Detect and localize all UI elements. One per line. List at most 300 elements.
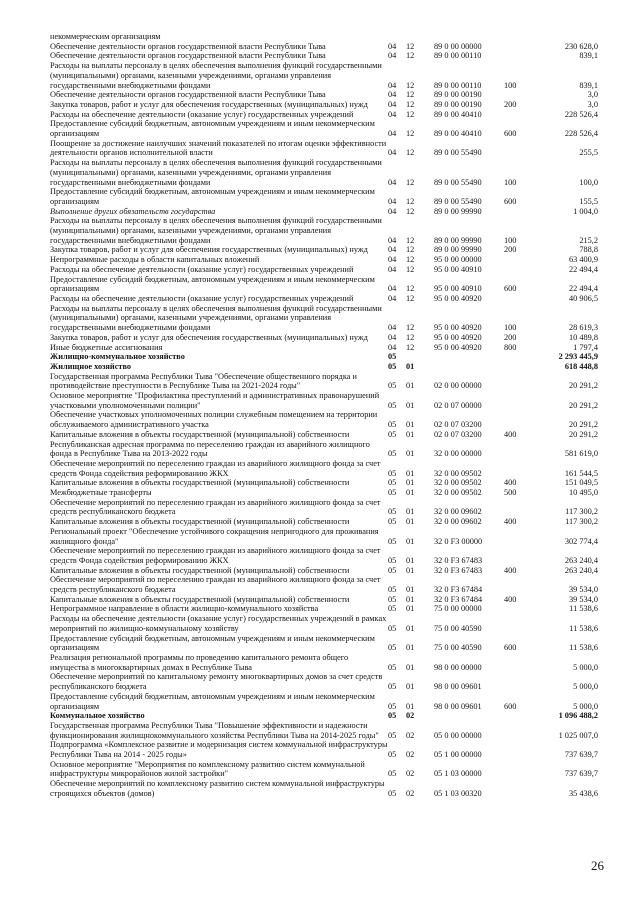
row-expense-type [504,255,534,265]
row-target-article: 05 1 03 00320 [434,788,482,798]
row-name: Государственная программа Республики Тыва "Повышение эффективности и надежности функционирования жилищнокоммунального хозяйства Республики Тыва на 2014-2025 годы" [50,720,379,740]
row-name: Расходы на выплаты персоналу в целях обеспечения выполнения функций государственными (муниципальными) органами, казенными учреждениями, органами управления государственными внебюджетными фондами [50,61,382,90]
row-subsection: 01 [406,488,415,498]
row-subsection: 01 [406,429,415,439]
table-row [50,478,598,488]
row-subsection: 12 [406,41,415,51]
table-row [50,61,598,90]
row-target-article [434,362,504,372]
row-name: Непрограммное направление в области жилищно-коммунального хозяйства [50,604,319,614]
row-name: Подпрограмма «Комплексное развитие и модернизация систем коммунальной инфраструктуры Республики Тыва на 2014 - 2025 годы» [50,740,388,760]
row-section: 05 [388,662,397,672]
row-subsection: 12 [406,293,415,303]
row-amount: 20 291,2 [568,429,598,439]
row-subsection: 12 [406,80,415,90]
table-row [50,546,598,565]
table-row [50,158,598,187]
table-row [50,634,598,653]
row-name: Непрограммные расходы в области капитальных вложений [50,255,260,265]
row-expense-type: 400 [504,594,517,604]
row-target-article: 95 0 00 40920 [434,332,482,342]
row-subsection: 01 [406,468,415,478]
row-amount: 11 538,6 [569,643,598,653]
row-name: Обеспечение участковых уполномоченных полиции служебным помещением на территории обслуживаемого административного участка [50,410,378,430]
row-subsection: 12 [406,196,415,206]
table-row [50,343,598,353]
row-amount: 788,8 [579,245,598,255]
row-expense-type [504,294,534,304]
row-section: 04 [388,264,397,274]
row-name: Расходы на выплаты персоналу в целях обеспечения выполнения функций государственными (муниципальными) органами, казенными учреждениями, органами управления государственными внебюджетными фондами [50,158,382,187]
table-row [50,139,598,158]
row-target-article: 95 0 00 40910 [434,284,482,294]
table-row [50,372,598,391]
row-target-article: 89 0 00 99990 [434,235,482,245]
row-expense-type [504,779,534,798]
row-section: 04 [388,148,397,158]
row-name: Закупка товаров, работ и услуг для обеспечения государственных (муниципальных) нужд [50,245,368,255]
row-amount: 39 534,0 [568,594,598,604]
row-amount: 581 619,0 [564,449,598,459]
row-section: 04 [388,51,397,61]
row-subsection: 12 [406,177,415,187]
row-target-article: 05 1 03 00000 [434,769,482,779]
row-subsection: 01 [406,536,415,546]
row-amount [534,32,598,42]
table-row [50,245,598,255]
row-name: Предоставление субсидий бюджетным, автономным учреждениям и иным некоммерческим организациям [50,187,375,206]
row-section: 05 [388,381,397,391]
table-row [50,595,598,605]
row-expense-type [504,352,534,362]
row-expense-type [504,672,534,691]
row-target-article: 75 0 00 40590 [434,623,482,633]
row-section: 04 [388,99,397,109]
row-section: 05 [388,604,397,614]
row-name: Основное мероприятие "Профилактика преступлений и административных правонарушений участковыми уполномоченными полиции" [50,391,380,410]
row-subsection: 02 [406,750,415,760]
row-expense-type [504,604,534,614]
row-amount: 63 400,9 [568,255,598,265]
row-expense-type: 200 [504,332,517,342]
row-expense-type: 400 [504,429,517,439]
table-row [50,604,598,614]
row-subsection: 12 [406,235,415,245]
row-section: 04 [388,235,397,245]
row-amount: 1 096 488,2 [558,711,598,721]
row-name: Расходы на обеспечение деятельности (оказание услуг) государственных учреждений в рамках мероприятий по жилищно-коммунальному хозяйству [50,614,387,633]
row-expense-type: 200 [504,99,517,109]
row-section: 05 [388,361,397,371]
row-expense-type: 600 [504,129,517,139]
row-section: 05 [388,682,397,692]
row-subsection: 01 [406,682,415,692]
row-amount: 230 628,0 [564,41,598,51]
row-name: Жилищное хозяйство [50,361,132,371]
row-section: 04 [388,41,397,51]
row-expense-type [504,527,534,546]
row-name: Обеспечение мероприятий по переселению граждан из аварийного жилищного фонда за счет средств Фонда содействия реформированию ЖКХ [50,458,381,478]
row-name: некоммерческим организациям [50,32,161,41]
row-target-article: 95 0 00 40920 [434,342,482,352]
row-section: 05 [388,429,397,439]
row-amount: 263 240,4 [564,555,598,565]
row-name: Обеспечение мероприятий по комплексному развитию систем коммунальной инфраструктуры строящихся объектов (домов) [50,779,385,798]
row-target-article: 89 0 00 99990 [434,206,482,216]
row-expense-type [504,721,534,740]
table-row [50,352,598,362]
row-name: Капитальные вложения в объекты государственной (муниципальной) собственности [50,478,350,488]
row-name: Предоставление субсидий бюджетным, автономным учреждениям и иным некоммерческим организациям [50,633,375,653]
row-amount: 161 544,5 [564,468,598,478]
row-name: Выполнение других обязательств государства [50,206,216,216]
row-name: Капитальные вложения в объекты государственной (муниципальной) собственности [50,429,350,439]
row-amount: 215,2 [579,235,598,245]
row-section: 05 [388,478,397,488]
table-row [50,575,598,594]
row-section: 05 [388,420,397,430]
row-name: Региональный проект "Обеспечение устойчивого сокращения непригодного для проживания жилищного фонда" [50,526,379,546]
row-name: Капитальные вложения в объекты государственной (муниципальной) собственности [50,517,350,527]
row-section: 05 [388,352,397,362]
row-amount: 20 291,2 [568,400,598,410]
table-row [50,410,598,429]
row-section: 05 [388,565,397,575]
row-section: 05 [388,623,397,633]
row-name: Закупка товаров, работ и услуг для обеспечения государственных (муниципальных) нужд [50,332,368,342]
row-target-article: 32 0 F3 67483 [434,565,483,575]
row-name: Обеспечение мероприятий по переселению граждан из аварийного жилищного фонда за счет средств республиканского бюджета [50,575,381,595]
row-subsection: 01 [406,565,415,575]
row-target-article: 98 0 00 09601 [434,682,482,692]
row-expense-type [504,207,534,217]
row-target-article: 89 0 00 40410 [434,129,482,139]
row-target-article: 05 1 00 00000 [434,750,482,760]
row-amount: 20 291,2 [568,381,598,391]
row-name: Капитальные вложения в объекты государственной (муниципальной) собственности [50,565,350,575]
row-name: Предоставление субсидий бюджетным, автономным учреждениям и иным некоммерческим организациям [50,274,375,294]
row-subsection: 01 [406,478,415,488]
row-section: 05 [388,750,397,760]
row-subsection: 12 [406,264,415,274]
row-target-article: 98 0 00 09601 [434,701,482,711]
row-section: 04 [388,196,397,206]
row-name: Расходы на обеспечение деятельности (оказание услуг) государственных учреждений [50,264,354,274]
row-subsection [406,352,434,362]
row-name: Государственная программа Республики Тыва "Обеспечение общественного порядка и противодействие преступности в Республике Тыва на 2021-2024 годы" [50,371,357,391]
table-row [50,711,598,721]
budget-table [50,32,598,799]
table-row [50,275,598,294]
row-amount: 22 494,4 [568,264,598,274]
row-section: 04 [388,177,397,187]
row-target-article: 02 0 07 03200 [434,420,482,430]
row-section: 05 [388,788,397,798]
row-section: 05 [388,769,397,779]
table-row [50,42,598,52]
row-target-article: 32 0 00 09502 [434,478,482,488]
row-amount: 839,1 [579,80,598,90]
row-expense-type [504,32,534,42]
row-expense-type: 600 [504,701,517,711]
row-amount: 28 619,3 [568,323,598,333]
row-name: Обеспечение мероприятий по переселению граждан из аварийного жилищного фонда за счет средств Фонда содействия реформированию ЖКХ [50,546,381,565]
row-section: 04 [388,80,397,90]
table-row [50,207,598,217]
row-name: Коммунальное хозяйство [50,711,145,721]
row-amount: 302 774,4 [564,536,598,546]
row-amount: 5 000,0 [573,682,598,692]
row-amount: 155,5 [579,196,598,206]
table-row [50,51,598,61]
row-subsection: 02 [406,788,415,798]
table-row [50,333,598,343]
row-target-article [434,32,504,42]
row-amount: 3,0 [587,99,598,109]
row-expense-type: 100 [504,80,517,90]
row-name: Обеспечение деятельности органов государственной власти Республики Тыва [50,90,326,100]
row-expense-type [504,653,534,672]
row-expense-type: 500 [504,488,517,498]
row-expense-type [504,265,534,275]
row-subsection: 01 [406,623,415,633]
row-subsection: 01 [406,643,415,653]
row-amount: 263 240,4 [564,565,598,575]
row-section: 05 [388,730,397,740]
row-target-article: 02 0 07 03200 [434,429,482,439]
row-name: Реализация региональной программы по проведению капитального ремонта общего имущества в многоквартирных домах в Республике Тыва [50,653,349,672]
row-amount: 5 000,0 [573,701,598,711]
page-number: 26 [591,858,604,873]
row-amount: 20 291,2 [568,420,598,430]
row-amount: 35 438,6 [568,788,598,798]
row-amount: 839,1 [579,51,598,61]
row-subsection: 01 [406,555,415,565]
row-target-article: 32 0 00 00000 [434,449,482,459]
row-section: 05 [388,643,397,653]
table-row [50,100,598,110]
row-section: 05 [388,400,397,410]
row-target-article: 32 0 00 09602 [434,517,482,527]
row-target-article: 89 0 00 55490 [434,177,482,187]
row-target-article: 89 0 00 00190 [434,99,482,109]
row-amount: 40 906,5 [568,293,598,303]
row-target-article: 32 0 00 09502 [434,488,482,498]
row-subsection: 01 [406,420,415,430]
table-row [50,362,598,372]
row-expense-type [504,760,534,779]
row-name: Жилищно-коммунальное хозяйство [50,352,185,362]
row-target-article: 05 0 00 00000 [434,730,482,740]
row-amount: 117 300,2 [565,507,598,517]
row-amount: 1 004,0 [573,206,598,216]
row-amount: 10 495,0 [568,488,598,498]
row-target-article: 75 0 00 40590 [434,643,482,653]
row-name: Поощрение за достижение наилучших значений показателей по итогам оценки эффективности деятельности органов исполнительной власти [50,138,387,158]
table-row [50,90,598,100]
table-row [50,721,598,740]
row-subsection: 12 [406,323,415,333]
row-section: 04 [388,323,397,333]
row-section: 04 [388,129,397,139]
row-target-article: 02 0 00 00000 [434,381,482,391]
row-subsection: 01 [406,517,415,527]
row-name: Закупка товаров, работ и услуг для обеспечения государственных (муниципальных) нужд [50,99,368,109]
table-row [50,692,598,711]
row-section: 04 [388,109,397,119]
row-subsection: 12 [406,129,415,139]
row-target-article: 89 0 00 00000 [434,41,482,51]
row-target-article: 32 0 F3 67484 [434,594,483,604]
row-target-article: 89 0 00 40410 [434,109,482,119]
row-section: 05 [388,585,397,595]
row-name: Обеспечение деятельности органов государственной власти Республики Тыва [50,41,326,51]
row-subsection: 12 [406,51,415,61]
row-amount: 10 489,8 [568,332,598,342]
row-target-article: 98 0 00 00000 [434,662,482,672]
row-expense-type: 600 [504,643,517,653]
table-row [50,566,598,576]
row-target-article: 95 0 00 40910 [434,264,482,274]
row-amount: 255,5 [579,148,598,158]
row-expense-type [504,362,534,372]
row-name: Межбюджетные трансферты [50,488,152,498]
row-expense-type: 400 [504,565,517,575]
row-subsection: 12 [406,342,415,352]
row-amount: 39 534,0 [568,585,598,595]
row-section: 04 [388,245,397,255]
row-expense-type: 100 [504,235,517,245]
row-subsection [406,32,434,42]
row-amount: 2 293 445,9 [558,352,598,362]
table-row [50,391,598,410]
row-target-article: 02 0 07 00000 [434,400,482,410]
row-amount: 228 526,4 [564,129,598,139]
row-target-article: 95 0 00 40920 [434,293,482,303]
row-expense-type [504,711,534,721]
table-row [50,440,598,459]
row-expense-type: 600 [504,196,517,206]
row-subsection: 12 [406,90,415,100]
row-name: Обеспечение деятельности органов государственной власти Республики Тыва [50,51,326,61]
row-subsection: 12 [406,109,415,119]
row-expense-type [504,498,534,517]
row-amount: 151 049,5 [564,478,598,488]
table-row [50,119,598,138]
row-target-article: 89 0 00 99990 [434,245,482,255]
row-amount: 117 300,2 [565,517,598,527]
row-target-article [434,711,504,721]
row-expense-type [504,90,534,100]
row-subsection: 01 [406,400,415,410]
row-section: 05 [388,507,397,517]
row-section: 05 [388,468,397,478]
row-subsection: 12 [406,148,415,158]
row-name: Расходы на выплаты персоналу в целях обеспечения выполнения функций государственными (муниципальными) органами, казенными учреждениями, органами управления государственными внебюджетными фондами [50,303,382,333]
row-section: 05 [388,711,397,721]
row-expense-type [504,440,534,459]
row-subsection: 01 [406,449,415,459]
row-amount: 3,0 [587,90,598,100]
row-name: Капитальные вложения в объекты государственной (муниципальной) собственности [50,594,350,604]
table-row [50,760,598,779]
row-subsection: 02 [406,769,415,779]
row-subsection: 01 [406,381,415,391]
row-expense-type [504,546,534,565]
row-target-article: 89 0 00 00110 [434,51,482,61]
row-subsection: 12 [406,245,415,255]
row-name: Предоставление субсидий бюджетным, автономным учреждениям и иным некоммерческим организациям [50,119,375,139]
table-row [50,304,598,333]
row-section: 05 [388,536,397,546]
row-expense-type: 400 [504,478,517,488]
row-section: 05 [388,517,397,527]
row-amount: 737 639,7 [564,769,598,779]
row-subsection: 12 [406,99,415,109]
row-target-article: 95 0 00 00000 [434,255,482,265]
table-row [50,498,598,517]
table-row [50,527,598,546]
row-amount: 11 538,6 [569,623,598,633]
table-row [50,459,598,478]
row-name: Предоставление субсидий бюджетным, автономным учреждениям и иным некоммерческим организациям [50,691,375,711]
row-name: Расходы на обеспечение деятельности (оказание услуг) государственных учреждений [50,109,354,119]
row-name: Расходы на обеспечение деятельности (оказание услуг) государственных учреждений [50,293,354,303]
row-expense-type [504,139,534,158]
row-amount: 618 448,8 [564,361,598,371]
row-amount: 22 494,4 [568,284,598,294]
row-amount: 5 000,0 [573,662,598,672]
row-name: Иные бюджетные ассигнования [50,342,163,352]
row-expense-type [504,459,534,478]
row-amount: 11 538,6 [569,604,598,614]
row-section: 04 [388,206,397,216]
row-target-article: 32 0 00 09502 [434,468,482,478]
row-expense-type: 200 [504,245,517,255]
row-expense-type [504,410,534,429]
row-section: 05 [388,701,397,711]
row-section: 04 [388,342,397,352]
row-subsection: 01 [406,585,415,595]
row-expense-type [504,372,534,391]
row-name: Расходы на выплаты персоналу в целях обеспечения выполнения функций государственными (муниципальными) органами, казенными учреждениями, органами управления государственными внебюджетными фондами [50,216,382,245]
row-amount: 737 639,7 [564,750,598,760]
row-subsection: 12 [406,332,415,342]
row-expense-type: 600 [504,284,517,294]
row-expense-type [504,42,534,52]
row-expense-type [504,614,534,633]
row-subsection: 01 [406,662,415,672]
row-subsection: 12 [406,206,415,216]
row-name: Обеспечение мероприятий по переселению граждан из аварийного жилищного фонда за счет средств республиканского бюджета [50,497,381,517]
row-section: 04 [388,284,397,294]
row-target-article: 89 0 00 55490 [434,196,482,206]
row-subsection: 02 [406,730,415,740]
table-row [50,265,598,275]
table-row [50,255,598,265]
row-target-article: 89 0 00 00190 [434,90,482,100]
row-section: 05 [388,594,397,604]
table-row [50,187,598,206]
table-row [50,672,598,691]
row-target-article: 89 0 00 55490 [434,148,482,158]
row-subsection: 01 [406,701,415,711]
table-row [50,779,598,798]
table-row [50,32,598,42]
table-row [50,110,598,120]
row-section [388,32,406,42]
row-subsection: 02 [406,711,415,721]
